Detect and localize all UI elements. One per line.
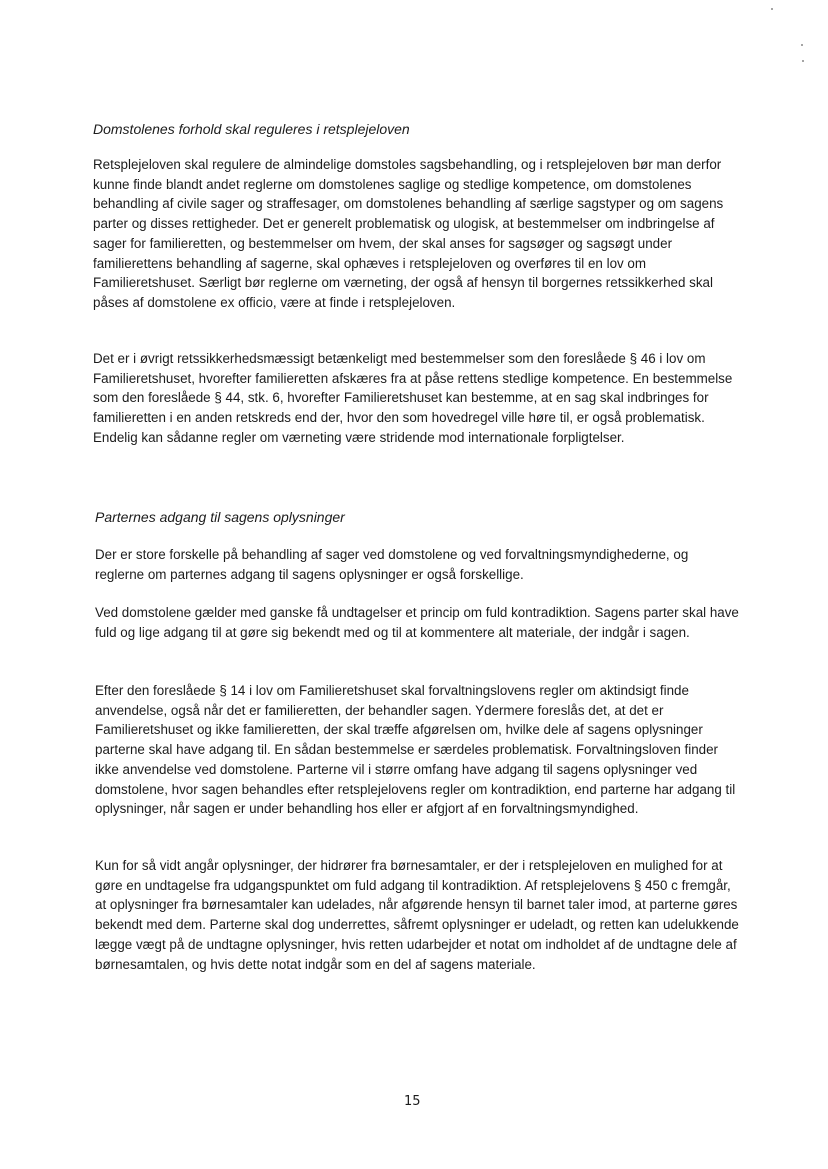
- paragraph-section-14: Efter den foreslåede § 14 i lov om Familieretshuset skal forvaltningslovens regler om aktindsigt finde anvendelse, også når det er familieretten, der behandler sagen. Ydermere foreslås det, at det er Familieretshuset og ikke familieretten, der skal træffe afgørelsen om, hvilke dele af sagens oplysninger parterne skal have adgang til. En sådan bestemmelse er særdeles problematisk. Forvaltningsloven finder ikke anvendelse ved domstolene. Parterne vil i større omfang have adgang til sagens oplysninger ved domstolene, hvor sagen behandles efter retsplejelovens regler om kontradiktion, end parterne har adgang til oplysninger, når sagen er under behandling hos eller er afgjort af en forvaltningsmyndighed.: [95, 683, 736, 817]
- paragraph-security-concern: Det er i øvrigt retssikkerhedsmæssigt betænkeligt med bestemmelser som den foreslåede § 46 i lov om Familieretshuset, hvorefter familieretten afskæres fra at påse rettens stedlige kompetence. En bestemmelse som den foreslåede § 44, stk. 6, hvorefter Familieretshuset kan bestemme, at en sag skal indbringes for familieretten i en anden retskreds end der, hvor den som hovedregel ville høre til, er også problematisk. Endelig kan sådanne regler om værneting være stridende mod internationale forpligtelser.: [93, 351, 733, 445]
- section-heading-courts: Domstolenes forhold skal reguleres i retsplejeloven: [93, 121, 410, 137]
- page-number: 15: [404, 1094, 421, 1109]
- section-heading-access: Parternes adgang til sagens oplysninger: [95, 509, 345, 525]
- paragraph-differences: Der er store forskelle på behandling af sager ved domstolene og ved forvaltningsmyndighederne, og reglerne om parternes adgang til sagens oplysninger er også forskellige.: [95, 547, 689, 582]
- scan-speck: [801, 44, 803, 46]
- paragraph-child-interviews: Kun for så vidt angår oplysninger, der hidrører fra børnesamtaler, er der i retsplejeloven en mulighed for at gøre en undtagelse fra udgangspunktet om fuld adgang til kontradiktion. Af retsplejelovens § 450 c fremgår, at oplysninger fra børnesamtaler kan udelades, når afgørende hensyn til barnet taler imod, at parterne gøres bekendt med dem. Parterne skal dog underrettes, såfremt oplysninger er udeladt, og retten kan udelukkende lægge vægt på de undtagne oplysninger, hvis retten udarbejder et notat om indholdet af de undtagne dele af børnesamtalen, og hvis dette notat indgår som en del af sagens materiale.: [95, 858, 739, 972]
- scan-speck: [771, 8, 773, 10]
- paragraph-retsplejeloven: Retsplejeloven skal regulere de almindelige domstoles sagsbehandling, og i retsplejeloven bør man derfor kunne finde blandt andet reglerne om domstolenes saglige og stedlige kompetence, om domstolenes behandling af civile sager og straffesager, om domstolenes behandling af særlige sagstyper og om sagens parter og disses rettigheder. Det er generelt problematisk og ulogisk, at bestemmelser om indbringelse af sager for familieretten, og bestemmelser om hvem, der skal anses for sagsøger og sagsøgt under familierettens behandling af sagerne, skal ophæves i retsplejeloven og overføres til en lov om Familieretshuset. Særligt bør reglerne om værneting, der også af hensyn til borgernes retssikkerhed skal påses af domstolene ex officio, være at finde i retsplejeloven.: [93, 157, 724, 310]
- scan-speck: [802, 60, 804, 62]
- paragraph-contradiction: Ved domstolene gælder med ganske få undtagelser et princip om fuld kontradiktion. Sagens parter skal have fuld og lige adgang til at gøre sig bekendt med og til at kommentere alt materiale, der indgår i sagen.: [95, 605, 739, 640]
